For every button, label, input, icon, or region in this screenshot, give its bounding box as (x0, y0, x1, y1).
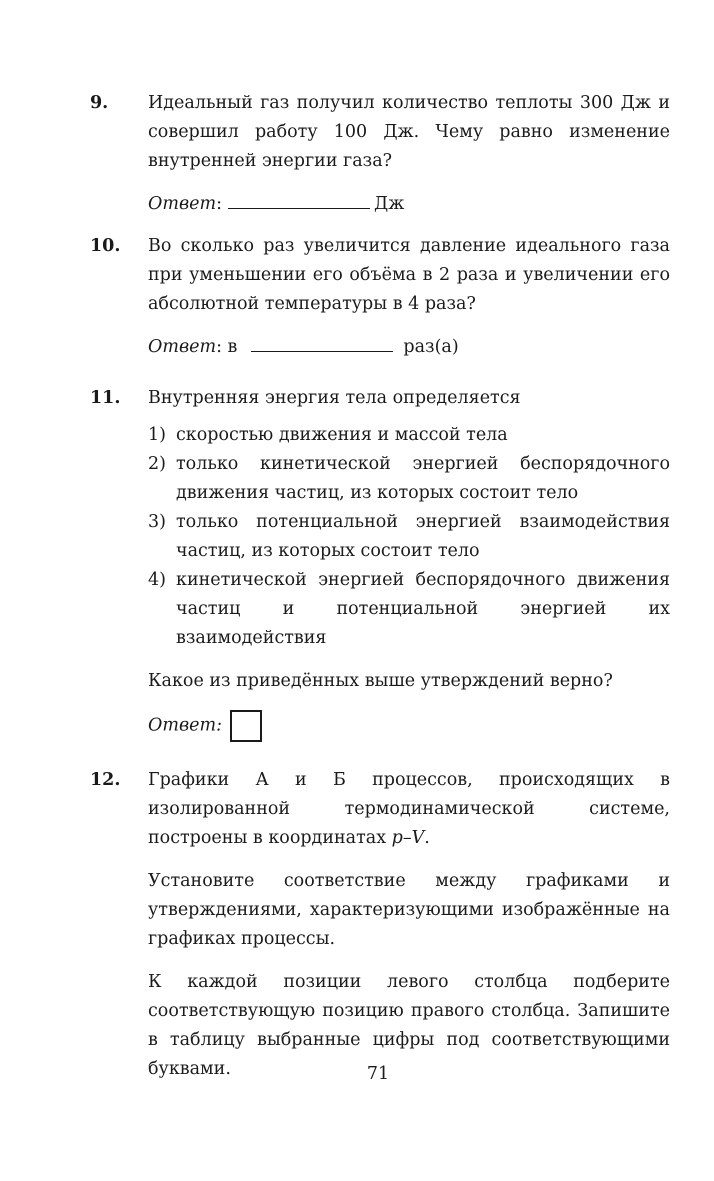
option-item (148, 421, 670, 450)
option-text: только кинетической энергией беспорядочного движения частиц, из которых состоит тело (176, 454, 670, 503)
answer-line (148, 190, 670, 219)
page-number: 71 (366, 1064, 390, 1084)
task-paragraph: К каждой позиции левого столбца подберите соответствующую позицию правого столбца. Запишите в таблицу выбранные цифры под соответствующими буквами. (148, 972, 670, 1079)
task-number: 11. (90, 388, 121, 408)
task-text-main: Графики А и Б процессов, происходящих в изолированной термодинамической системе, построены в координатах (148, 770, 670, 848)
option-text: только потенциальной энергией взаимодействия частиц, из которых состоит тело (176, 512, 670, 561)
options-list (148, 421, 670, 653)
task-number: 12. (90, 770, 121, 790)
task-number: 9. (90, 93, 109, 113)
answer-prefix: : в (216, 337, 238, 357)
option-item (148, 508, 670, 566)
option-number: 4) (148, 570, 166, 590)
answer-label: Ответ: (148, 715, 222, 736)
task-text: Идеальный газ получил количество теплоты 300 Дж и совершил работу 100 Дж. Чему равно изменение внутренней энергии газа? (148, 93, 670, 171)
answer-line (148, 710, 670, 742)
option-number: 3) (148, 512, 166, 532)
coordinates-label: p–V (391, 828, 425, 848)
answer-label: Ответ (148, 194, 217, 214)
task-text: Во сколько раз увеличится давление идеального газа при уменьшении его объёма в 2 раза и увеличении его абсолютной температуры в 4 раза? (148, 236, 670, 314)
option-number: 2) (148, 454, 166, 474)
option-item (148, 450, 670, 508)
task-text: Графики А и Б процессов, происходящих в изолированной термодинамической системе, построены в координатах p–V. (148, 770, 670, 848)
answer-blank[interactable] (228, 190, 370, 209)
answer-blank[interactable] (251, 333, 393, 352)
answer-unit: раз(а) (403, 337, 459, 357)
option-item (148, 566, 670, 653)
task-paragraph: Установите соответствие между графиками и утверждениями, характеризующими изображённые на графиках процессы. (148, 871, 670, 949)
option-text: кинетической энергией беспорядочного движения частиц и потенциальной энергией их взаимодействия (176, 570, 670, 648)
task-text: Внутренняя энергия тела определяется (148, 388, 521, 408)
answer-prefix: : (216, 194, 222, 214)
option-text: скоростью движения и массой тела (176, 425, 508, 445)
task-number: 10. (90, 236, 121, 256)
answer-box[interactable] (230, 710, 262, 742)
answer-unit: Дж (373, 194, 405, 214)
answer-line (148, 333, 670, 362)
option-number: 1) (148, 425, 166, 445)
task-question: Какое из приведённых выше утверждений верно? (148, 671, 613, 691)
answer-label: Ответ (148, 337, 217, 357)
